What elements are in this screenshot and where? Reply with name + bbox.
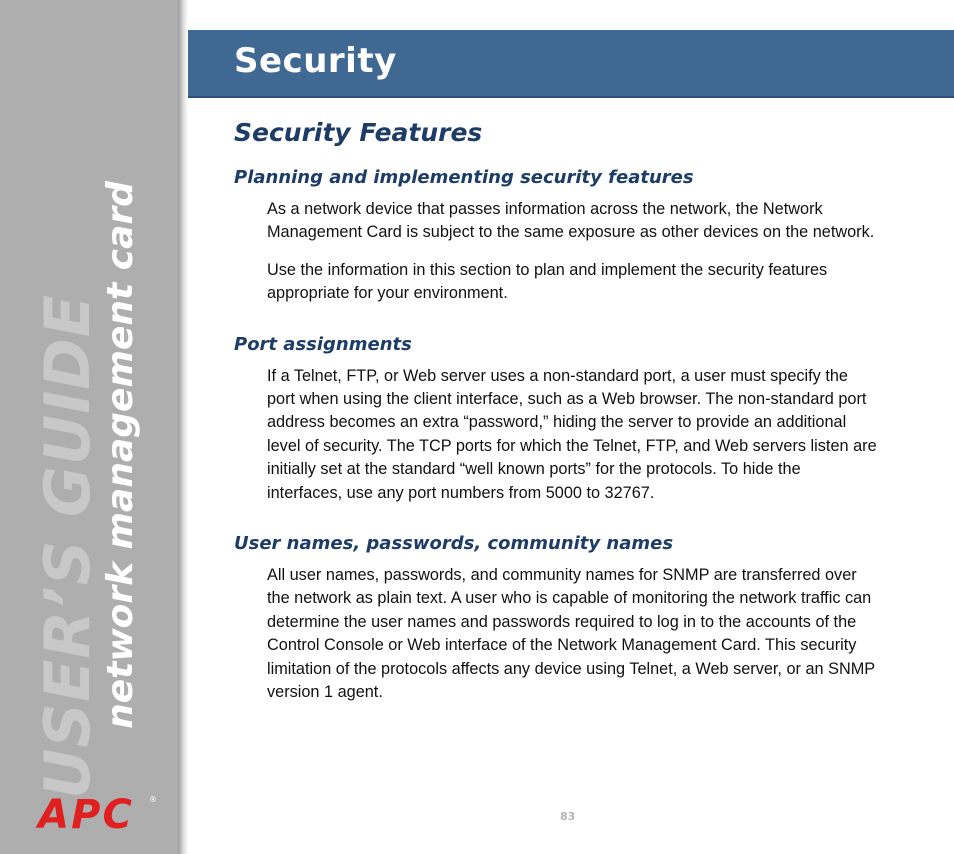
apc-logo-text: APC <box>38 792 134 836</box>
subsection-credentials <box>234 533 874 704</box>
subsection-ports <box>234 333 877 505</box>
page-number: 83 <box>560 810 576 823</box>
body-paragraph: As a network device that passes information across the network, the Network Management Card is subject to the same exposure as other devices on the network. <box>267 200 875 242</box>
sidebar-shadow <box>178 0 188 854</box>
subsection-heading: User names, passwords, community names <box>234 533 674 555</box>
subsection-planning <box>234 167 874 306</box>
sidebar-vertical-title <box>31 181 141 799</box>
apc-logo <box>20 790 160 836</box>
body-paragraph: If a Telnet, FTP, or Web server uses a non-standard port, a user must specify the port when using the client interface, such as a Web browser. The non-standard port address becomes an extra “password,” hiding the server to provide an additional level of security. The TCP ports for which the Telnet, FTP, and Web servers listen are initially set at the standard “well known ports” for the protocols. To hide the interfaces, use any port numbers from 5000 to 32767. <box>267 366 877 502</box>
main-content <box>234 118 877 719</box>
subsection-heading: Port assignments <box>234 333 412 355</box>
body-paragraph: All user names, passwords, and community names for SNMP are transferred over the network as plain text. A user who is capable of monitoring the network traffic can determine the user names and passwords required to log in to the accounts of the Control Console or Web interface of the Network Management Card. This security limitation of the protocols affects any device using Telnet, a Web server, or an SNMP version 1 agent. <box>267 566 875 702</box>
body-paragraph: Use the information in this section to plan and implement the security features appropriate for your environment. <box>267 260 828 303</box>
subsection-heading: Planning and implementing security features <box>234 167 694 188</box>
registered-mark: ® <box>149 795 157 804</box>
guide-subtitle: network management card <box>100 181 141 729</box>
section-title: Security Features <box>234 118 483 147</box>
guide-title: USER’S GUIDE <box>31 293 104 799</box>
sidebar <box>0 0 178 854</box>
page-title: Security <box>234 41 397 81</box>
header-band <box>188 30 954 98</box>
